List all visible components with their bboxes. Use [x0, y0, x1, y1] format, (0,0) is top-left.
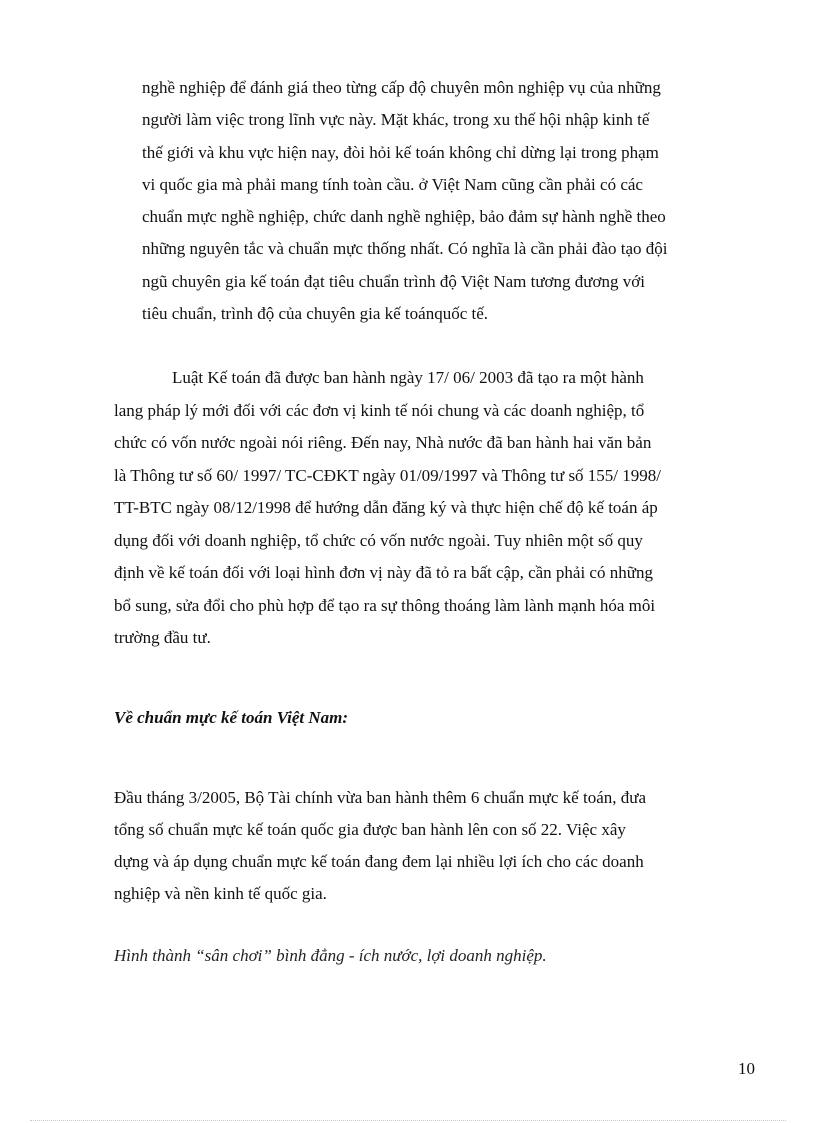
paragraph-line: Luật Kế toán đã được ban hành ngày 17/ 06/ 2003 đã tạo ra một hành	[172, 368, 644, 387]
paragraph-line: dựng và áp dụng chuẩn mực kế toán đang đem lại nhiều lợi ích cho các doanh	[114, 852, 644, 871]
paragraph-line: lang pháp lý mới đối với các đơn vị kinh tế nói chung và các doanh nghiệp, tổ	[114, 400, 645, 420]
paragraph-line: Đầu tháng 3/2005, Bộ Tài chính vừa ban hành thêm 6 chuẩn mực kế toán, đưa	[114, 788, 647, 807]
paragraph-line: tiêu chuẩn, trình độ của chuyên gia kế toánquốc tế.	[142, 304, 489, 324]
section-heading: Về chuẩn mực kế toán Việt Nam:	[114, 708, 349, 727]
paragraph-accounting-law	[114, 362, 742, 655]
paragraph-line: nghiệp và nền kinh tế quốc gia.	[114, 884, 327, 903]
paragraph-line: người làm việc trong lĩnh vực này. Mặt khác, trong xu thế hội nhập kinh tế	[142, 110, 650, 130]
paragraph-line: trường đầu tư.	[114, 628, 211, 647]
paragraph-line: là Thông tư số 60/ 1997/ TC-CĐKT ngày 01/09/1997 và Thông tư số 155/ 1998/	[114, 465, 662, 485]
footer-divider	[30, 1120, 786, 1121]
paragraph-line: vi quốc gia mà phải mang tính toàn cầu. ở Việt Nam cũng cần phải có các	[142, 174, 643, 194]
paragraph-line: chuẩn mực nghề nghiệp, chức danh nghề nghiệp, bảo đảm sự hành nghề theo	[142, 207, 666, 227]
paragraph-line: bổ sung, sửa đổi cho phù hợp để tạo ra sự thông thoáng làm lành mạnh hóa môi	[114, 595, 656, 615]
italic-subtitle: Hình thành “sân chơi” bình đẳng - ích nước, lợi doanh nghiệp.	[114, 946, 547, 965]
paragraph-line: TT-BTC ngày 08/12/1998 để hướng dẫn đăng ký và thực hiện chế độ kế toán áp	[114, 498, 658, 517]
page-number: 10	[738, 1059, 755, 1078]
paragraph-indented	[142, 72, 742, 330]
paragraph-line: chức có vốn nước ngoài nói riêng. Đến nay, Nhà nước đã ban hành hai văn bản	[114, 433, 652, 452]
paragraph-line: tổng số chuẩn mực kế toán quốc gia được ban hành lên con số 22. Việc xây	[114, 820, 626, 839]
paragraph-line: ngũ chuyên gia kế toán đạt tiêu chuẩn trình độ Việt Nam tương đương với	[142, 271, 645, 291]
paragraph-standards	[114, 782, 742, 910]
paragraph-line: nghề nghiệp để đánh giá theo từng cấp độ chuyên môn nghiệp vụ của những	[142, 78, 661, 97]
paragraph-line: những nguyên tắc và chuẩn mực thống nhất. Có nghĩa là cần phải đào tạo đội	[142, 239, 668, 259]
paragraph-line: thế giới và khu vực hiện nay, đòi hỏi kế toán không chỉ dừng lại trong phạm	[142, 142, 659, 162]
paragraph-line: định về kế toán đối với loại hình đơn vị này đã tỏ ra bất cập, cần phải có những	[114, 563, 653, 582]
paragraph-line: dụng đối với doanh nghiệp, tổ chức có vốn nước ngoài. Tuy nhiên một số quy	[114, 530, 643, 550]
